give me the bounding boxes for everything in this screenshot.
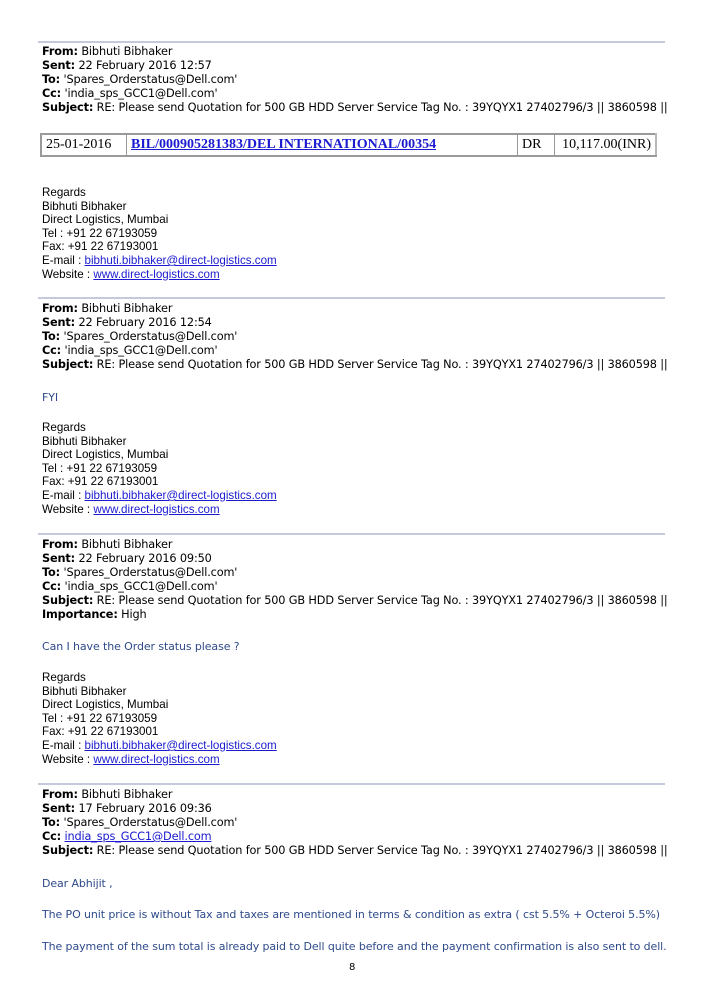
sent-value: 22 February 2016 12:54: [78, 316, 212, 329]
separator: [38, 533, 665, 535]
transaction-reference-link[interactable]: BIL/000905281383/DEL INTERNATIONAL/00354: [131, 137, 437, 152]
transaction-amount: 10,117.00(INR): [555, 134, 657, 156]
signature-1: [42, 186, 277, 281]
website-link[interactable]: www.direct-logistics.com: [93, 752, 220, 766]
subject-line: Subject: RE: Please send Quotation for 500 GB HDD Server Service Tag No. : 39YQYX1 27402796/3 || 3860598 ||: [42, 844, 668, 857]
signature-name: Bibhuti Bibhaker: [42, 434, 127, 448]
signature-regards: Regards: [42, 421, 86, 434]
cc-value: 'india_sps_GCC1@Dell.com': [64, 344, 218, 357]
subject-line: Subject: RE: Please send Quotation for 500 GB HDD Server Service Tag No. : 39YQYX1 27402796/3 || 3860598 ||: [42, 594, 668, 607]
email-paragraph: The payment of the sum total is already paid to Dell quite before and the payment confirmation is also sent to dell.: [42, 940, 667, 953]
cc-value: 'india_sps_GCC1@Dell.com': [64, 580, 218, 593]
email-4-header: [42, 788, 668, 858]
from-value: Bibhuti Bibhaker: [81, 788, 173, 801]
signature-fax: Fax: +91 22 67193001: [42, 725, 159, 739]
email-1-header: [42, 45, 668, 115]
sent-line: Sent: 17 February 2016 09:36: [42, 802, 212, 815]
signature-tel: Tel : +91 22 67193059: [42, 711, 158, 725]
from-line: From: Bibhuti Bibhaker: [42, 45, 173, 58]
email-link[interactable]: bibhuti.bibhaker@direct-logistics.com: [84, 738, 277, 752]
email-body: Can I have the Order status please ?: [42, 640, 240, 653]
email-3-header: [42, 538, 668, 622]
page-number: 8: [349, 962, 356, 973]
sent-line: Sent: 22 February 2016 12:57: [42, 59, 212, 72]
email-paragraph: The PO unit price is without Tax and taxes are mentioned in terms & condition as extra ( cst 5.5% + Octeroi 5.5%): [42, 908, 660, 921]
cc-line: Cc: 'india_sps_GCC1@Dell.com': [42, 580, 218, 593]
signature-email-line: E-mail : bibhuti.bibhaker@direct-logistics.com: [42, 488, 277, 502]
separator: [38, 297, 665, 299]
transaction-table: [40, 133, 657, 157]
signature-website-line: Website : www.direct-logistics.com: [42, 502, 220, 516]
importance-value: High: [121, 608, 147, 621]
signature-tel: Tel : +91 22 67193059: [42, 461, 158, 475]
signature-fax: Fax: +91 22 67193001: [42, 475, 159, 489]
signature-3: [42, 671, 277, 766]
signature-name: Bibhuti Bibhaker: [42, 684, 127, 698]
signature-regards: Regards: [42, 186, 86, 199]
email-2-header: [42, 302, 668, 372]
subject-value: RE: Please send Quotation for 500 GB HDD Server Service Tag No. : 39YQYX1 27402796/3 || 3860598 ||: [96, 358, 668, 371]
signature-website-line: Website : www.direct-logistics.com: [42, 752, 220, 766]
signature-company: Direct Logistics, Mumbai: [42, 448, 169, 462]
table-row: [41, 134, 656, 156]
transaction-reference[interactable]: [127, 134, 518, 156]
to-line: To: 'Spares_Orderstatus@Dell.com': [42, 816, 238, 829]
sent-value: 22 February 2016 09:50: [78, 552, 212, 565]
from-value: Bibhuti Bibhaker: [81, 302, 173, 315]
transaction-type: DR: [518, 134, 555, 156]
email-link[interactable]: bibhuti.bibhaker@direct-logistics.com: [84, 488, 277, 502]
email-body: FYI: [42, 391, 58, 404]
from-value: Bibhuti Bibhaker: [81, 45, 173, 58]
from-line: From: Bibhuti Bibhaker: [42, 788, 173, 801]
cc-line: Cc: 'india_sps_GCC1@Dell.com': [42, 87, 218, 100]
to-value: 'Spares_Orderstatus@Dell.com': [63, 816, 238, 829]
cc-link[interactable]: india_sps_GCC1@Dell.com: [64, 830, 212, 843]
to-value: 'Spares_Orderstatus@Dell.com': [63, 566, 238, 579]
signature-company: Direct Logistics, Mumbai: [42, 213, 169, 227]
signature-fax: Fax: +91 22 67193001: [42, 240, 159, 254]
separator: [38, 41, 665, 43]
website-link[interactable]: www.direct-logistics.com: [93, 502, 220, 516]
cc-line: Cc: 'india_sps_GCC1@Dell.com': [42, 344, 218, 357]
email-link[interactable]: bibhuti.bibhaker@direct-logistics.com: [84, 253, 277, 267]
to-line: To: 'Spares_Orderstatus@Dell.com': [42, 73, 238, 86]
from-value: Bibhuti Bibhaker: [81, 538, 173, 551]
sent-line: Sent: 22 February 2016 09:50: [42, 552, 212, 565]
signature-tel: Tel : +91 22 67193059: [42, 226, 158, 240]
importance-line: Importance: High: [42, 608, 147, 621]
signature-email-line: E-mail : bibhuti.bibhaker@direct-logistics.com: [42, 253, 277, 267]
separator: [38, 783, 665, 785]
from-line: From: Bibhuti Bibhaker: [42, 538, 173, 551]
from-line: From: Bibhuti Bibhaker: [42, 302, 173, 315]
to-line: To: 'Spares_Orderstatus@Dell.com': [42, 330, 238, 343]
signature-2: [42, 421, 277, 516]
transaction-date: 25-01-2016: [41, 134, 127, 156]
website-link[interactable]: www.direct-logistics.com: [93, 267, 220, 281]
to-line: To: 'Spares_Orderstatus@Dell.com': [42, 566, 238, 579]
subject-value: RE: Please send Quotation for 500 GB HDD Server Service Tag No. : 39YQYX1 27402796/3 || 3860598 ||: [96, 594, 668, 607]
to-value: 'Spares_Orderstatus@Dell.com': [63, 73, 238, 86]
cc-line: Cc: india_sps_GCC1@Dell.com: [42, 830, 212, 843]
email-greeting: Dear Abhijit ,: [42, 877, 113, 890]
signature-name: Bibhuti Bibhaker: [42, 199, 127, 213]
signature-regards: Regards: [42, 671, 86, 684]
signature-company: Direct Logistics, Mumbai: [42, 698, 169, 712]
subject-line: Subject: RE: Please send Quotation for 500 GB HDD Server Service Tag No. : 39YQYX1 27402796/3 || 3860598 ||: [42, 101, 668, 114]
sent-value: 17 February 2016 09:36: [78, 802, 212, 815]
subject-value: RE: Please send Quotation for 500 GB HDD Server Service Tag No. : 39YQYX1 27402796/3 || 3860598 ||: [96, 844, 668, 857]
subject-value: RE: Please send Quotation for 500 GB HDD Server Service Tag No. : 39YQYX1 27402796/3 || 3860598 ||: [96, 101, 668, 114]
sent-value: 22 February 2016 12:57: [78, 59, 212, 72]
subject-line: Subject: RE: Please send Quotation for 500 GB HDD Server Service Tag No. : 39YQYX1 27402796/3 || 3860598 ||: [42, 358, 668, 371]
sent-line: Sent: 22 February 2016 12:54: [42, 316, 212, 329]
signature-website-line: Website : www.direct-logistics.com: [42, 267, 220, 281]
cc-value: 'india_sps_GCC1@Dell.com': [64, 87, 218, 100]
to-value: 'Spares_Orderstatus@Dell.com': [63, 330, 238, 343]
signature-email-line: E-mail : bibhuti.bibhaker@direct-logistics.com: [42, 738, 277, 752]
